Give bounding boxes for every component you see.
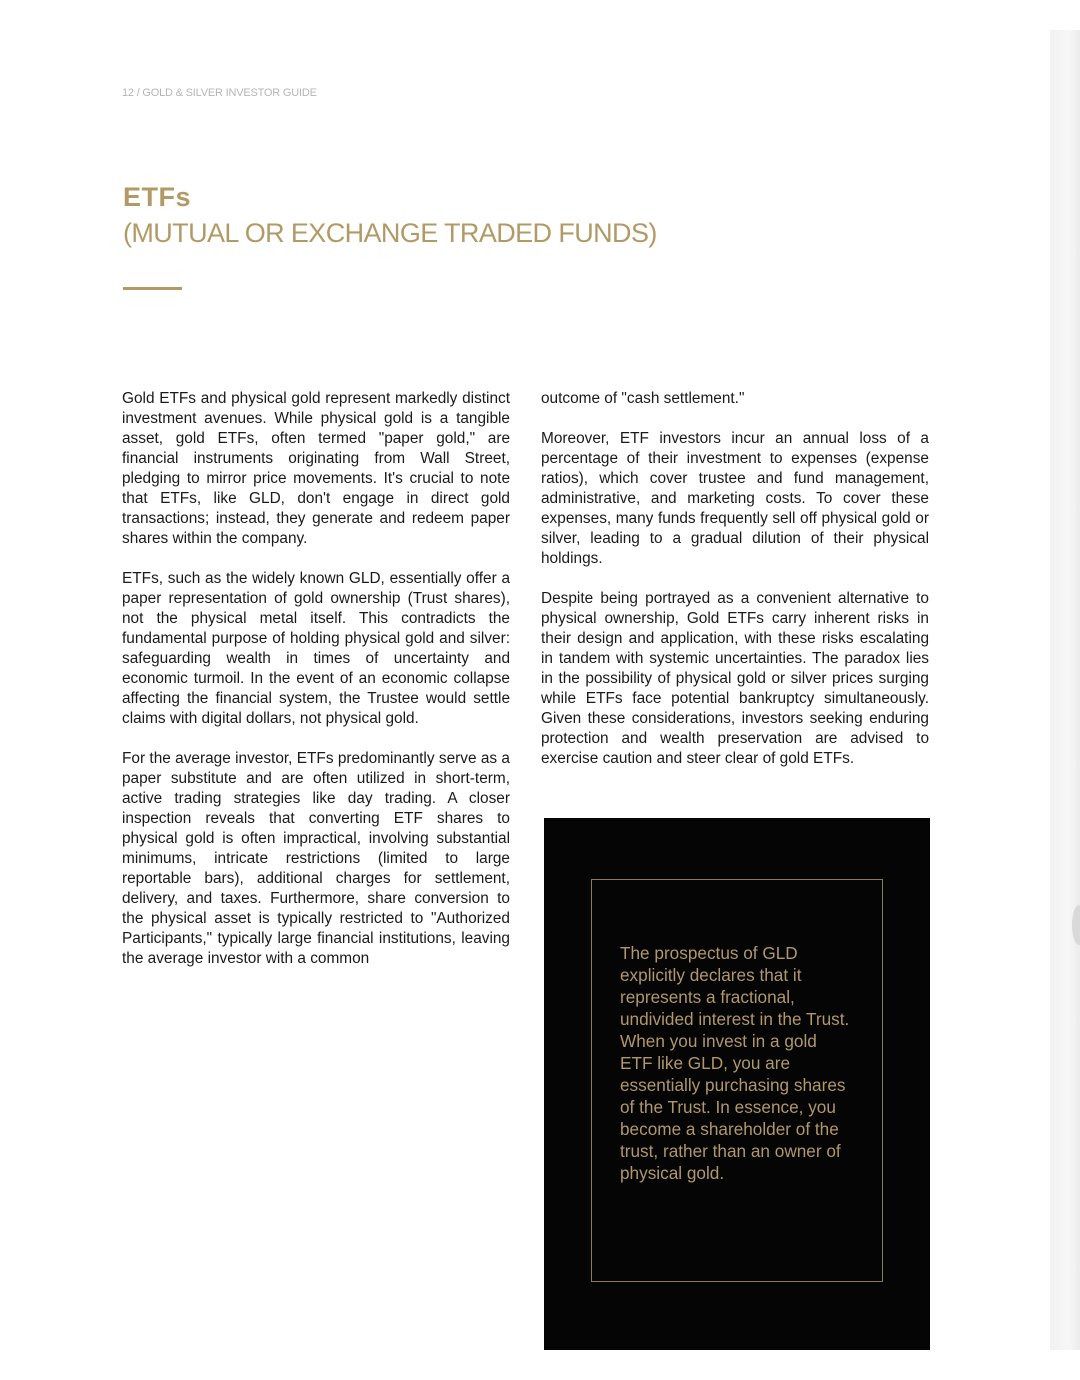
paragraph: Moreover, ETF investors incur an annual loss of a percentage of their investment to expenses (expense ratios), which cover trustee and fund management, administrative, and marketing costs. To cover these expenses, many funds frequently sell off physical gold or silver, leading to a gradual dilution of their physical holdings.	[541, 430, 929, 567]
paragraph: outcome of "cash settlement."	[541, 390, 745, 407]
running-head: 12 / GOLD & SILVER INVESTOR GUIDE	[122, 87, 317, 99]
page-edge-ornament	[1072, 905, 1080, 945]
title-divider	[123, 287, 182, 290]
left-column	[122, 389, 510, 989]
callout-box	[544, 818, 930, 1350]
callout-text: The prospectus of GLD explicitly declares that it represents a fractional, undivided interest in the Trust. When you invest in a gold ETF like GLD, you are essentially purchasing shares of the Trust. In essence, you become a shareholder of the trust, rather than an owner of physical gold.	[620, 943, 850, 1183]
paragraph: Gold ETFs and physical gold represent markedly distinct investment avenues. While physical gold is a tangible asset, gold ETFs, often termed "paper gold," are financial instruments originating from Wall Street, pledging to mirror price movements. It's crucial to note that ETFs, like GLD, don't engage in direct gold transactions; instead, they generate and redeem paper shares within the company.	[122, 390, 510, 547]
paragraph: For the average investor, ETFs predominantly serve as a paper substitute and are often utilized in short-term, active trading strategies like day trading. A closer inspection reveals that converting ETF shares to physical gold is often impractical, involving substantial minimums, intricate restrictions (limited to large reportable bars), additional charges for settlement, delivery, and taxes. Furthermore, share conversion to the physical asset is typically restricted to "Authorized Participants," typically large financial institutions, leaving the average investor with a common	[122, 750, 510, 967]
page-subtitle: (MUTUAL OR EXCHANGE TRADED FUNDS)	[123, 218, 657, 248]
page-title: ETFs	[123, 182, 192, 212]
right-column	[541, 389, 929, 789]
page-edge-shadow	[1050, 30, 1080, 1350]
paragraph: ETFs, such as the widely known GLD, essentially offer a paper representation of gold ownership (Trust shares), not the physical metal itself. This contradicts the fundamental purpose of holding physical gold and silver: safeguarding wealth in times of uncertainty and economic turmoil. In the event of an economic collapse affecting the financial system, the Trustee would settle claims with digital dollars, not physical gold.	[122, 570, 510, 727]
paragraph: Despite being portrayed as a convenient alternative to physical ownership, Gold ETFs carry inherent risks in their design and application, with these risks escalating in tandem with systemic uncertainties. The paradox lies in the possibility of physical gold or silver prices surging while ETFs face potential bankruptcy simultaneously. Given these considerations, investors seeking enduring protection and wealth preservation are advised to exercise caution and steer clear of gold ETFs.	[541, 590, 929, 767]
